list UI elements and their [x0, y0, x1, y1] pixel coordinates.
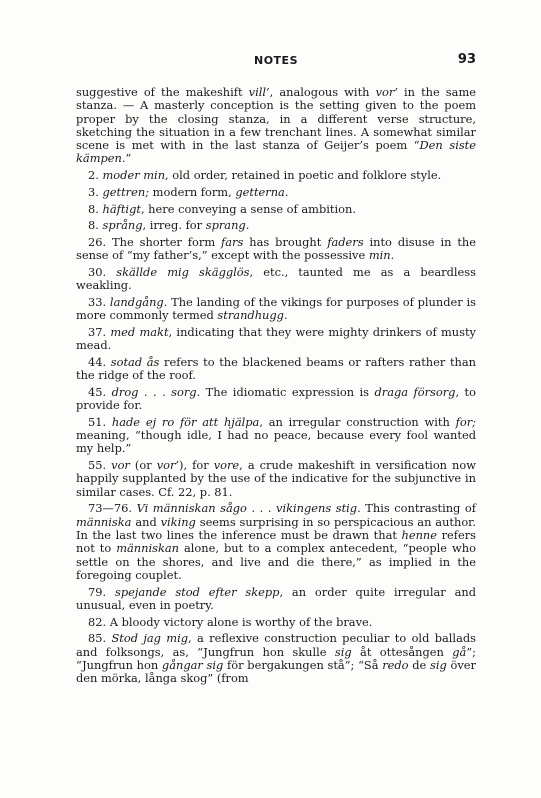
text-run: into disuse in the sense of “my father’s,” except with the possessive — [76, 234, 477, 263]
italic-text-run: henne — [401, 527, 438, 542]
italic-text-run: drog . . . sorg — [111, 384, 197, 399]
text-run: , analogous with — [269, 85, 376, 99]
text-run: 3. — [88, 184, 103, 199]
text-run: ), for — [179, 458, 214, 473]
note-paragraph — [76, 266, 476, 293]
italic-text-run: Stod jag mig — [111, 631, 189, 646]
text-run: modern form, — [149, 184, 236, 199]
text-run: ”; “Jungfrun hon — [76, 644, 477, 672]
text-run: 8. — [88, 218, 103, 233]
text-run: ” — [125, 151, 132, 166]
text-run: , old order, retained in poetic and folklore style. — [165, 168, 442, 183]
text-run: 82. A bloody victory alone is worthy of the brave. — [88, 614, 373, 629]
note-paragraph — [76, 219, 476, 232]
italic-text-run: gettren; — [102, 184, 150, 199]
italic-text-run: vor — [111, 458, 130, 473]
italic-text-run: hade ej ro för att hjälpa — [111, 414, 260, 429]
italic-text-run: människa — [76, 514, 132, 529]
text-run: in the same stanza. — A masterly conception is the setting given to the poem proper by the closing stanza, in a different verse structure, sketching the situation in a few trenchant lines. A somewhat similar scene is met with in the last stanza of Geijer’s poem “ — [76, 85, 476, 153]
note-paragraph — [76, 586, 476, 613]
italic-text-run: min. — [368, 248, 395, 263]
italic-text-run: gångar sig — [161, 657, 224, 672]
text-run: This contrasting of — [360, 501, 476, 516]
text-run: 8. — [88, 201, 103, 216]
text-run: seems surprising in so perspicacious an author. In the last two lines the inference must be drawn that — [76, 514, 476, 542]
note-paragraph — [76, 416, 476, 456]
italic-text-run: sig — [334, 644, 352, 659]
italic-text-run: vor’ — [156, 458, 180, 473]
text-run: de — [408, 657, 430, 672]
text-run: , a crude makeshift in versification now happily supplanted by the use of the indicative for the subjunctive in similar cases. Cf. 22, p. 81. — [76, 458, 476, 499]
italic-text-run: häftigt — [102, 201, 141, 216]
page-number: 93 — [457, 52, 476, 67]
italic-text-run: Den siste kämpen. — [76, 138, 476, 166]
text-run: , irreg. for — [142, 218, 206, 233]
text-run: alone, but to a complex antecedent, “people who settle on the shores, and live and die there,” as implied in the foregoing couplet. — [76, 541, 476, 582]
italic-text-run: sprang. — [205, 218, 250, 233]
italic-text-run: gå — [452, 644, 467, 659]
text-run: åt ottesången — [351, 644, 453, 659]
italic-text-run: språng — [102, 218, 143, 233]
text-run: suggestive of the makeshift — [76, 85, 249, 99]
text-run: 44. — [88, 354, 111, 369]
text-run: refers to the blackened beams or rafters rather than the ridge of the roof. — [76, 354, 476, 383]
text-run: 55. — [88, 458, 112, 473]
italic-text-run: strandhugg. — [217, 308, 288, 323]
italic-text-run: redo — [382, 657, 409, 672]
italic-text-run: sig — [430, 657, 447, 672]
italic-text-run: vore — [213, 458, 240, 473]
text-run: meaning, “though idle, I had no peace, because every fool wanted my help.” — [76, 428, 476, 456]
italic-text-run: vor’ — [375, 85, 398, 99]
text-run: 51. — [88, 414, 112, 429]
note-paragraph — [76, 502, 476, 582]
italic-text-run: draga försorg — [374, 384, 456, 399]
note-paragraph — [76, 296, 476, 323]
text-run: , an irregular construction with — [259, 414, 456, 429]
text-run: 79. — [88, 584, 115, 599]
note-paragraph — [76, 169, 476, 182]
text-run: 85. — [88, 631, 112, 646]
note-paragraph — [76, 616, 476, 629]
italic-text-run: fars — [221, 234, 244, 249]
note-paragraph — [76, 86, 476, 166]
text-run: , here conveying a sense of ambition. — [140, 201, 356, 216]
italic-text-run: faders — [327, 234, 364, 249]
text-run: 45. — [88, 384, 112, 399]
text-run: , indicating that they were mighty drinkers of musty mead. — [76, 324, 476, 353]
note-paragraph — [76, 356, 476, 383]
text-run: (or — [129, 458, 157, 473]
page-header — [76, 54, 476, 72]
italic-text-run: människan — [116, 541, 179, 556]
text-run: , an order quite irregular and unusual, even in poetry. — [76, 584, 477, 612]
note-paragraph — [76, 632, 476, 685]
text-run: 26. The shorter form — [88, 234, 222, 249]
note-paragraph — [76, 326, 476, 353]
text-run: , to provide for. — [76, 384, 476, 413]
text-run: 30. — [88, 264, 117, 279]
text-run: refers not to — [76, 527, 476, 556]
italic-text-run: Vi människan sågo . . . vikingens stig. — [136, 501, 361, 516]
italic-text-run: med makt — [110, 324, 169, 339]
italic-text-run: getterna. — [235, 184, 289, 199]
italic-text-run: landgång — [109, 294, 164, 309]
note-paragraph — [76, 186, 476, 199]
text-run: 33. — [88, 294, 110, 309]
text-run: 2. — [88, 168, 103, 183]
notes-body — [76, 86, 476, 689]
italic-text-run: vill’ — [248, 85, 270, 99]
italic-text-run: skällde mig skägglös — [116, 264, 250, 279]
text-run: , a reflexive construction peculiar to old ballads and folksongs, as, “Jungfrun hon skulle — [76, 631, 477, 659]
note-paragraph — [76, 203, 476, 216]
note-paragraph — [76, 236, 476, 263]
text-run: and — [131, 514, 161, 529]
running-title: NOTES — [254, 54, 298, 67]
italic-text-run: spejande stod efter skepp — [114, 584, 280, 599]
text-run: has brought — [243, 234, 328, 249]
text-run: 73—76. — [88, 501, 137, 516]
text-run: . The landing of the vikings for purposes of plunder is more commonly termed — [76, 294, 476, 323]
text-run: för bergakungen stå”; “Så — [223, 657, 383, 672]
italic-text-run: moder min — [102, 168, 166, 183]
text-run: över den mörka, långa skog” (from — [76, 657, 476, 686]
text-run: 37. — [88, 324, 111, 339]
note-paragraph — [76, 386, 476, 413]
italic-text-run: sotad ås — [110, 354, 160, 369]
italic-text-run: viking — [160, 514, 196, 529]
text-run: . The idiomatic expression is — [196, 384, 375, 399]
text-run: , etc., taunted me as a beardless weakling. — [76, 264, 476, 293]
note-paragraph — [76, 459, 476, 499]
italic-text-run: for; — [455, 414, 476, 429]
